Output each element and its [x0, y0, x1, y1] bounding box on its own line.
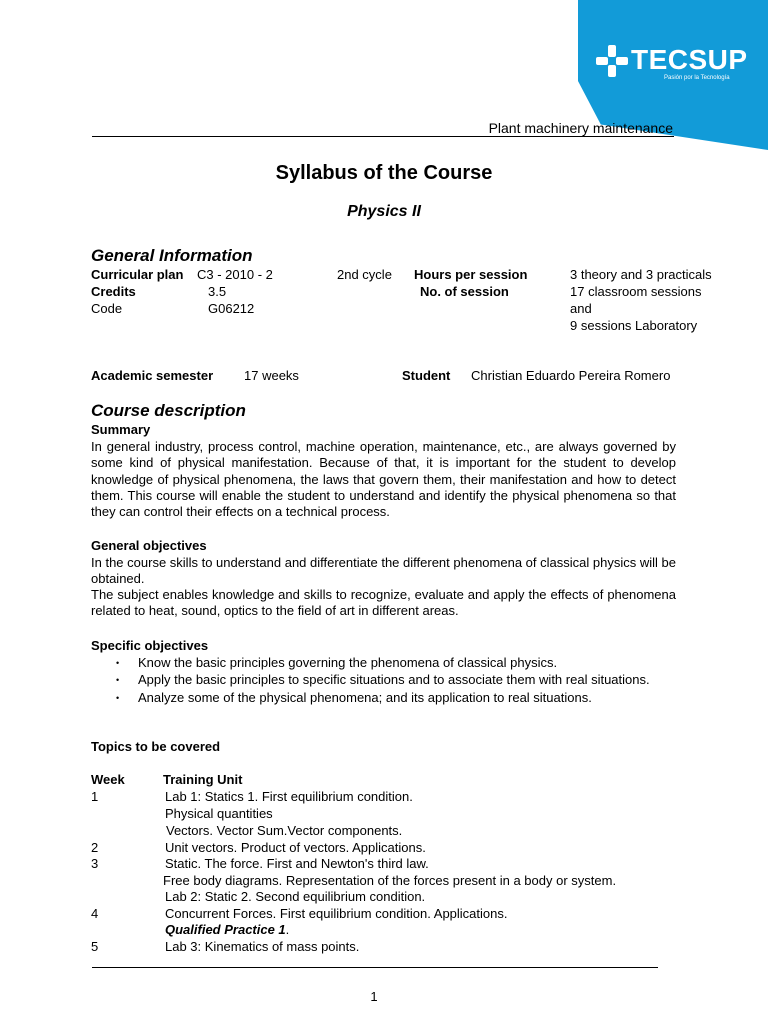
document-subtitle: Physics II [347, 203, 421, 220]
page-number: 1 [370, 989, 378, 1004]
topic-unit: Physical quantities [165, 806, 273, 821]
topic-unit: Static. The force. First and Newton's third law. [165, 856, 429, 871]
bullet-icon: • [116, 692, 120, 703]
logo-tagline: Pasión por la Tecnología [664, 75, 730, 81]
week-column-header: Week [91, 772, 125, 787]
training-unit-column-header: Training Unit [163, 772, 243, 787]
topic-week: 1 [91, 789, 99, 804]
list-item: • Analyze some of the physical phenomena; and its application to real situations. [116, 689, 592, 705]
general-objective-1: In the course skills to understand and differentiate the different phenomena of classical physics will be obtained. [91, 555, 676, 587]
student-label: Student [402, 368, 451, 383]
topic-unit: Free body diagrams. Representation of the forces present in a body or system. [163, 873, 617, 888]
curricular-plan-label: Curricular plan [91, 267, 184, 282]
code-label: Code [91, 301, 123, 316]
topic-unit-qualified-practice: Qualified Practice 1. [165, 922, 290, 937]
credits-label: Credits [91, 284, 136, 299]
topics-heading: Topics to be covered [91, 739, 221, 754]
sessions-label: No. of session [420, 284, 509, 299]
topic-unit: Lab 2: Static 2. Second equilibrium condition. [165, 889, 426, 904]
bullet-icon: • [116, 658, 120, 668]
topic-week: 5 [91, 939, 99, 954]
topic-unit: Lab 1: Statics 1. First equilibrium condition. [165, 789, 413, 804]
sessions-value-and: and [570, 301, 592, 316]
topic-week: 3 [91, 856, 99, 871]
specific-objectives-heading: Specific objectives [91, 638, 209, 653]
summary-heading: Summary [91, 422, 151, 437]
hours-value: 3 theory and 3 practicals [570, 267, 712, 282]
topic-unit: Unit vectors. Product of vectors. Applications. [165, 840, 426, 855]
general-objective-2: The subject enables knowledge and skills to recognize, evaluate and apply the effects of phenomena related to heat, sound, optics to the field of art in different areas. [91, 587, 676, 619]
general-information-heading: General Information [91, 246, 253, 265]
credits-value: 3.5 [208, 284, 227, 299]
general-objectives-heading: General objectives [91, 538, 207, 553]
logo-text: TECSUP [631, 44, 748, 75]
semester-value: 17 weeks [244, 368, 299, 383]
topic-unit: Lab 3: Kinematics of mass points. [165, 939, 360, 954]
list-item: • Know the basic principles governing the phenomena of classical physics. [116, 655, 558, 670]
list-item: • Apply the basic principles to specific situations and to associate them with real situations. [116, 672, 650, 688]
topic-unit: Concurrent Forces. First equilibrium condition. Applications. [165, 906, 508, 921]
topic-week: 2 [91, 840, 99, 855]
curricular-plan-value: C3 - 2010 - 2 [197, 267, 273, 282]
topic-unit: Vectors. Vector Sum.Vector components. [166, 823, 403, 838]
code-value: G06212 [208, 301, 255, 316]
header-rule [92, 136, 674, 137]
summary-text: In general industry, process control, machine operation, maintenance, etc., are always governed by some kind of physical manifestation. Because of that, it is important for the student to develop knowledge of physical phenomena, the laws that govern them, their manifestation and how to detect them. This course will enable the student to understand and identify the physical phenomena so that they can control their effects on a technical process. [91, 439, 676, 520]
document-title: Syllabus of the Course [275, 162, 493, 184]
bullet-icon: • [116, 675, 120, 686]
program-name: Plant machinery maintenance [488, 120, 673, 136]
topic-week: 4 [91, 906, 99, 921]
sessions-value-classroom: 17 classroom sessions [570, 284, 702, 299]
student-value: Christian Eduardo Pereira Romero [471, 368, 671, 383]
course-description-heading: Course description [91, 401, 246, 420]
hours-label: Hours per session [414, 267, 528, 282]
cycle-value: 2nd cycle [337, 267, 392, 282]
specific-objectives-list [116, 655, 676, 707]
footer-rule [92, 967, 658, 968]
sessions-value-laboratory: 9 sessions Laboratory [570, 318, 698, 333]
semester-label: Academic semester [91, 368, 214, 383]
tecsup-logo-icon [595, 44, 629, 78]
